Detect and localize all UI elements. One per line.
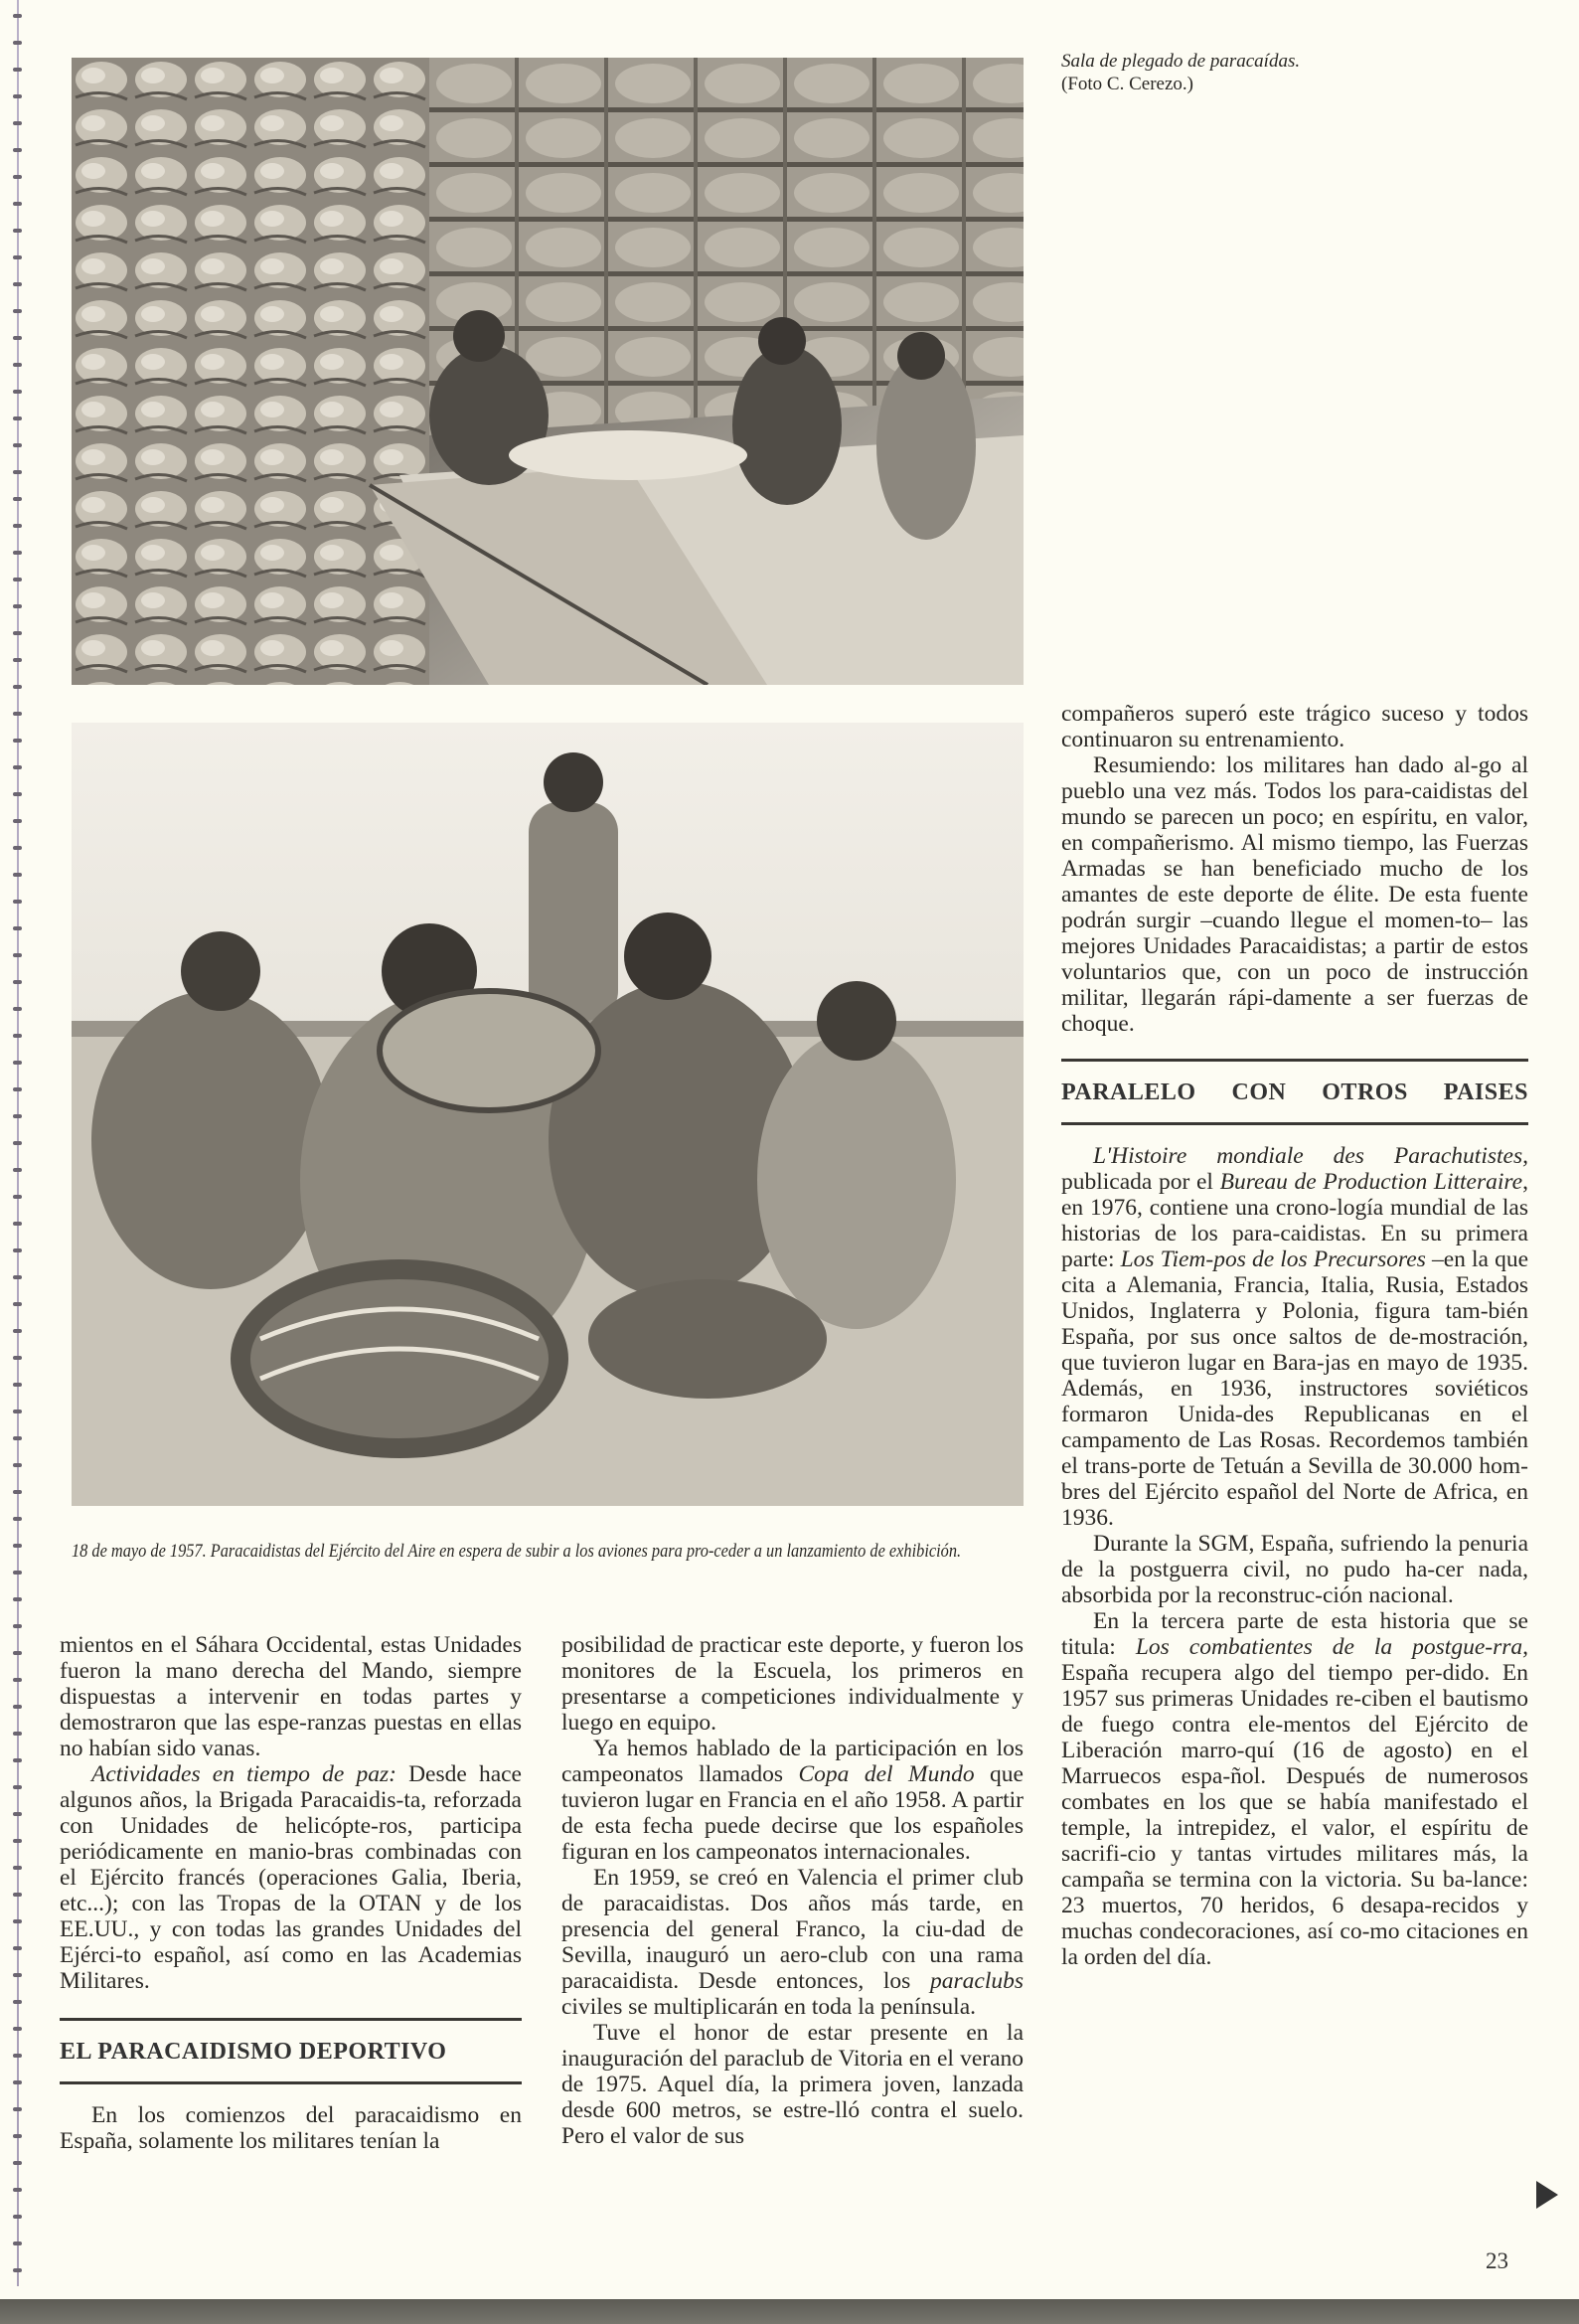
binding-stitch [13,2107,22,2111]
paragraph: Resumiendo: los militares han dado al-go al pueblo una vez más. Todos los para-caidistas del mundo se parecen un poco; en espíritu, en valor, en compañerismo. Al mismo tiempo, las Fuerzas Armadas se han beneficiado mucho de los amantes de este deporte de élite. De esta fuente podrán surgir –cuando llegue el momen-to– las mejores Unidades Paracaidistas; a partir de estos voluntarios que, con un poco de instrucción militar, llegarán rápi-damente a ser fuerzas de choque. [1061,752,1528,1037]
inline-emphasis: Los Tiem-pos de los Precursores [1120,1246,1426,1272]
binding-stitch [13,524,22,528]
paragraph: Tuve el honor de estar presente en la inauguración del paraclub de Vitoria en el verano de 1975. Aquel día, la primera joven, lanzada desde 600 metros, se estre-lló contra el suelo. Pero el valor de sus [561,2020,1024,2149]
paragraph: Durante la SGM, España, sufriendo la penuria de la postguerra civil, no pudo ha-cer nada, absorbida por la reconstruc-ción nacional. [1061,1531,1528,1608]
paragraph [561,1736,1024,1865]
binding-stitch [13,551,22,555]
binding-stitch [13,1866,22,1870]
heading-word: PARALELO [1061,1079,1196,1105]
paragraph-text: En 1959, se creó en Valencia el primer club de paracaidistas. Dos años más tarde, en presencia del general Franco, la ciu-dad de Sevilla, inauguró un aero-club con una rama paracaidista. Desde entonces, los [561,1865,1024,1994]
paragraph [60,1761,522,1994]
binding-stitch [13,2188,22,2192]
binding-stitch [13,1758,22,1762]
binding-stitch [13,1624,22,1628]
binding-stitch [13,175,22,179]
binding-stitch [13,148,22,152]
binding-stitch [13,1946,22,1950]
binding-stitch [13,1893,22,1897]
binding-stitch [13,1678,22,1682]
binding-stitch [13,792,22,796]
binding-stitch [13,443,22,447]
paragraph [1061,1143,1528,1531]
binding-stitch [13,1329,22,1333]
binding-stitch [13,309,22,313]
binding-stitch [13,846,22,850]
binding-stitch [13,739,22,743]
binding-stitch [13,1383,22,1387]
binding-stitch [13,1087,22,1091]
photo-paratroopers-waiting [72,723,1024,1506]
binding-stitch [13,470,22,474]
article-column-3 [1061,701,1528,1970]
heading-word: OTROS [1322,1079,1408,1105]
binding-stitch [13,631,22,635]
inline-emphasis: Bureau de Production Litteraire [1219,1169,1523,1195]
photo-paratroopers-waiting-image [72,723,1024,1506]
binding-stitch [13,1732,22,1736]
paragraph [561,1865,1024,2020]
paragraph: posibilidad de practicar este deporte, y fueron los monitores de la Escuela, los primeros en presentarse a competiciones individualmente y luego en equipo. [561,1632,1024,1736]
article-column-2 [561,1632,1024,2149]
binding-stitch [13,1463,22,1467]
inline-emphasis: paraclubs [930,1968,1024,1994]
binding-stitch [13,1436,22,1440]
paragraph-text: En la tercera parte de esta historia que se titula: [1061,1608,1528,1660]
paragraph: En los comienzos del paracaidismo en España, solamente los militares tenían la [60,2102,522,2154]
caption-paratroopers-text: Paracaidistas del Ejército del Aire en espera de subir a los aviones para pro-ceder a un lanzamiento de exhibición. [210,1541,962,1562]
binding-stitch [13,712,22,716]
binding-stitch [13,1141,22,1145]
binding-stitch [13,1248,22,1252]
binding-stitch [13,1839,22,1843]
binding-stitch [13,953,22,957]
binding-stitch [13,1114,22,1118]
caption-folding-room-title: Sala de plegado de paracaídas. [1061,51,1301,72]
binding-stitch [13,363,22,367]
binding-stitch [13,1517,22,1521]
binding-stitch [13,1034,22,1038]
binding-stitch [13,578,22,581]
section-heading-paralelo [1061,1062,1528,1122]
binding-stitch [13,94,22,98]
binding-stitch [13,685,22,689]
binding-stitch [13,604,22,608]
paragraph-text: publicada por el [1061,1169,1220,1195]
binding-stitch [13,41,22,45]
inline-emphasis: Copa del Mundo [798,1761,975,1787]
binding-stitch [13,416,22,420]
binding-stitch [13,1410,22,1413]
binding-stitch [13,497,22,501]
binding-stitch [13,2027,22,2031]
binding-stitch [13,1222,22,1226]
binding-stitch [13,873,22,877]
binding-stitch [13,980,22,984]
binding-stitch [13,819,22,823]
binding-stitch [13,926,22,930]
paragraph-text: –en la que cita a Alemania, Francia, Italia, Rusia, Estados Unidos, Inglaterra y Polonia, figura tam-bién España, por sus once saltos de de-mostración, que tuvieron lugar en Bara-jas en mayo de 1935. Además, en 1936, instructores soviéticos formaron Unida-des Republicanas en el campamento de Las Rosas. Recordemos también el trans-porte de Tetuán a Sevilla de 30.000 hom-bres del Ejército español del Norte de Africa, en 1936. [1061,1246,1529,1531]
binding-stitch [13,282,22,286]
binding-stitch [13,255,22,259]
caption-paratroopers-date: 18 de mayo de 1957. [72,1541,207,1562]
binding-stitch [13,1785,22,1789]
paragraph-text: Desde hace algunos años, la Brigada Paracaidis-ta, reforzada con Unidades de helicópte-ros, participa periódicamente en manio-bras combinadas con el Ejército francés (operaciones Galia, Iberia, etc...); con las Tropas de la OTAN y de los EE.UU., y con todas las grandes Unidades del Ejérci-to español, así como en las Academias Militares. [60,1761,522,1994]
photo-parachute-folding-room [72,58,1024,685]
binding-stitch [13,1705,22,1709]
inline-emphasis: Los combatientes de la postgue-rra, [1135,1634,1529,1660]
heading-word: PAISES [1443,1079,1528,1105]
binding-stitch [13,2241,22,2245]
binding-stitch [13,1195,22,1199]
page-number: 23 [1486,2248,1508,2273]
caption-paratroopers [72,1541,1028,1563]
binding-stitch [13,2268,22,2272]
paragraph [1061,1608,1528,1970]
continue-arrow-icon [1536,2181,1558,2209]
binding-stitch [13,2161,22,2165]
paragraph: mientos en el Sáhara Occidental, estas Unidades fueron la mano derecha del Mando, siempre dispuestas a intervenir en todas partes y demostraron que las espe-ranzas puestas en ellas no habían sido vanas. [60,1632,522,1761]
binding-stitch [13,658,22,662]
binding-stitch [13,1490,22,1494]
binding-stitch [13,2215,22,2219]
binding-stitch [13,1275,22,1279]
binding-stitch [13,68,22,72]
binding-stitch [13,765,22,769]
binding-stitch [13,202,22,206]
paragraph-text: España recupera algo del tiempo per-dido. En 1957 sus primeras Unidades re-ciben el bautismo de fuego contra ele-mentos del Ejército de Liberación marro-quí (16 de agosto) en el Marruecos espa-ñol. Después de numerosos combates en los que se había manifestado el temple, la intrepidez, el valor, el espíritu de sacrifi-cio y tantas virtudes militares más, la campaña se termina con la victoria. Su ba-lance: 23 muertos, 70 heridos, 6 desapa-recidos y muchas condecoraciones, así co-mo citaciones en la orden del día. [1061,1660,1528,1970]
binding-stitch [13,336,22,340]
caption-folding-room [1061,50,1538,95]
binding-stitch [13,1973,22,1977]
section-heading-deportivo: EL PARACAIDISMO DEPORTIVO [60,2039,447,2065]
binding-stitch [13,1302,22,1306]
binding-stitch [13,2054,22,2058]
caption-folding-room-credit: (Foto C. Cerezo.) [1061,74,1193,94]
binding-stitch [13,900,22,904]
binding-stitch [13,1356,22,1360]
paragraph-text: que tuvieron lugar en Francia en el año 1958. A partir de esta fecha puede decirse que los españoles figuran en los campeonatos internacionales. [561,1761,1024,1865]
paragraph-text: , en 1976, contiene una crono-logía mundial de las historias de los para-caidistas. En su primera parte: [1061,1169,1528,1272]
binding-stitch [13,1061,22,1065]
binding-stitch [13,1812,22,1816]
binding-stitch [13,2080,22,2084]
binding-stitch [13,1544,22,1548]
paragraph: compañeros superó este trágico suceso y todos continuaron su entrenamiento. [1061,701,1528,752]
binding-stitch [13,229,22,233]
binding-stitch [13,14,22,18]
binding-stitch [13,1597,22,1601]
scan-bottom-edge [0,2299,1579,2324]
binding-stitch [13,121,22,125]
binding-stitch [13,1007,22,1011]
binding-stitch [13,1651,22,1655]
binding-stitch [13,1168,22,1172]
inline-emphasis: Actividades en tiempo de paz: [91,1761,396,1787]
heading-word: CON [1231,1079,1287,1105]
binding-stitch [13,390,22,394]
photo-parachute-folding-room-image [72,58,1024,685]
inline-emphasis: L'Histoire mondiale des Parachutistes, [1093,1143,1528,1169]
binding-stitch [13,1571,22,1575]
binding-stitch [13,2000,22,2004]
article-column-1 [60,1632,522,2154]
paragraph-text: civiles se multiplicarán en toda la península. [561,1994,976,2020]
paragraph-text: Ya hemos hablado de la participación en los campeonatos llamados [561,1736,1024,1787]
binding-stitch [13,1919,22,1923]
binding-stitch [13,2134,22,2138]
